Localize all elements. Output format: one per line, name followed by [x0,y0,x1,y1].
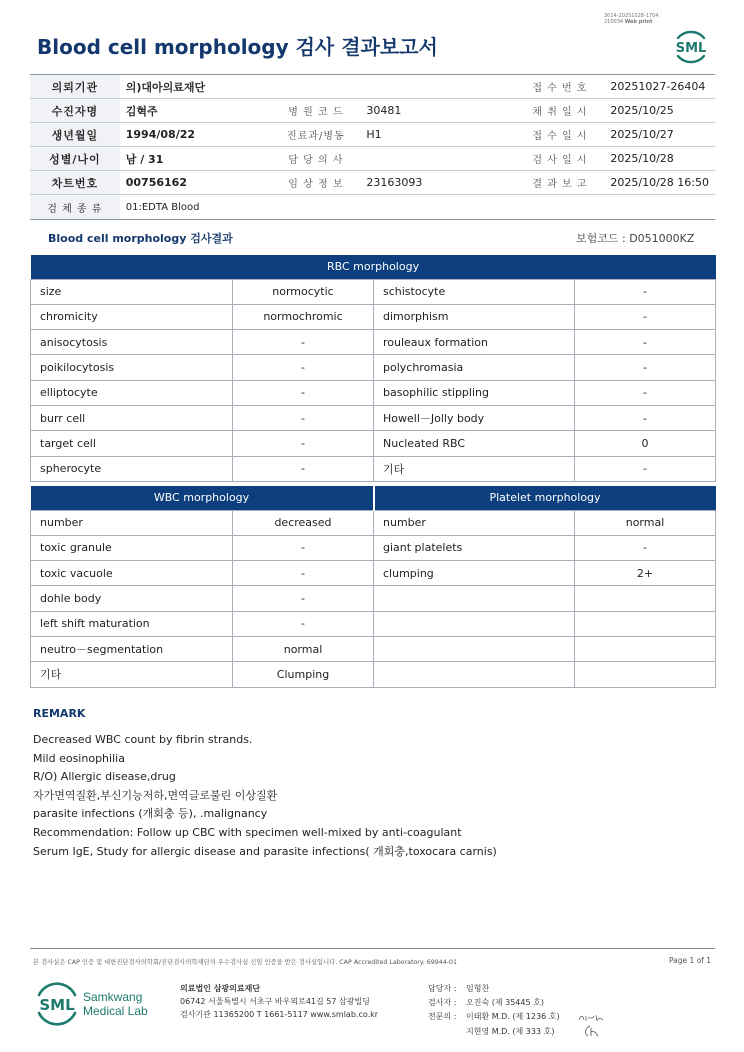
result-row [31,456,716,481]
staff-role [428,1025,466,1039]
accreditation-note: 본 검사실은 CAP 인증 및 대한진단검사의학회/진단검사의학재단의 우수검사실 신임 인증을 받은 검사실입니다. CAP Accredited Laboratory. 69944-01 [33,959,458,966]
staff-name: 임형찬 [466,984,490,993]
info-row [30,123,715,147]
info-row [30,171,715,195]
info-label: 진료과/병동 [271,123,360,147]
staff-name: 지현영 M.D. (제 333 호) [466,1026,555,1036]
result-item: left shift maturation [31,611,233,636]
staff-name: 오진숙 (제 35445 호) [466,998,544,1008]
result-row [31,330,716,355]
result-value: - [233,456,374,481]
section-title: Blood cell morphology 검사결과 [48,232,233,245]
samkwang-logo [36,980,156,1028]
result-value [575,586,716,611]
result-row [31,586,716,611]
info-label: 접 수 번 호 [516,75,605,99]
result-row [31,662,716,687]
info-row [30,99,715,123]
print-code-line-1: 3014-20251028-1704 [604,13,659,19]
result-value: normochromic [233,304,374,329]
info-value: 2025/10/28 16:50 [604,171,715,195]
info-label: 성별/나이 [30,147,120,171]
result-value [575,662,716,687]
info-value: 23163093 [360,171,515,195]
result-row [31,304,716,329]
org-name: 의료법인 삼광의료재단 [180,984,261,993]
footer-divider [30,948,715,949]
remark-line: Mild eosinophilia [33,751,125,765]
result-item [374,636,575,661]
info-row-specimen [30,195,715,220]
result-value: normal [233,636,374,661]
result-value: decreased [233,510,374,535]
sml-badge-text: SML [675,41,707,56]
remark-line: 자가면역질환,부신기능저하,면역글로불린 이상질환 [33,788,278,802]
result-item: spherocyte [31,456,233,481]
result-value: - [575,405,716,430]
result-item: chromicity [31,304,233,329]
rbc-morphology-table [30,255,716,482]
result-item: Howell－Jolly body [374,405,575,430]
result-value: - [233,431,374,456]
result-item: toxic granule [31,535,233,560]
result-value: - [575,456,716,481]
result-item: anisocytosis [31,330,233,355]
info-value: 1994/08/22 [120,123,272,147]
result-item: dohle body [31,586,233,611]
print-code-line-2: 210034 [604,19,624,26]
result-item: giant platelets [374,535,575,560]
result-item: rouleaux formation [374,330,575,355]
info-label: 수진자명 [30,99,120,123]
info-value: 남 / 31 [120,147,272,171]
info-label: 접 수 일 시 [516,123,605,147]
result-item: basophilic stippling [374,380,575,405]
info-row [30,147,715,171]
info-value: 20251027-26404 [604,75,715,99]
result-value: - [233,611,374,636]
info-label: 임 상 정 보 [271,171,360,195]
result-row [31,510,716,535]
result-value: - [575,330,716,355]
result-item: Nucleated RBC [374,431,575,456]
result-item: number [31,510,233,535]
result-row [31,279,716,304]
result-value: - [575,355,716,380]
result-item: elliptocyte [31,380,233,405]
remark-line: Decreased WBC count by fibrin strands. [33,733,253,746]
signature-2 [582,1024,600,1038]
staff-row [428,1010,560,1024]
result-item: size [31,279,233,304]
print-code [604,13,659,26]
remark-line: parasite infections (개회충 등), .malignancy [33,807,268,821]
result-value: - [233,330,374,355]
result-item: 기타 [374,456,575,481]
result-item: polychromasia [374,355,575,380]
info-label: 채 취 일 시 [516,99,605,123]
staff-role: 전문의 : [428,1012,457,1022]
logo-short-text: SML [39,996,75,1014]
staff-block [428,982,560,1039]
info-value [360,147,515,171]
staff-name: 이태환 M.D. (제 1236 호) [466,1012,560,1022]
wbc-platelet-table [30,486,716,688]
result-value: - [233,535,374,560]
result-value: - [575,535,716,560]
staff-role: 담당자 : [428,984,457,993]
result-row [31,636,716,661]
result-row [31,611,716,636]
info-label: 의뢰기관 [30,75,120,99]
result-item: target cell [31,431,233,456]
info-value: 2025/10/25 [604,99,715,123]
result-item: poikilocytosis [31,355,233,380]
remark-line: R/O) Allergic disease,drug [33,770,176,784]
staff-row [428,1025,560,1039]
specimen-value: 01:EDTA Blood [120,195,715,220]
web-print-label: Web print [624,19,653,26]
remark-line: Recommendation: Follow up CBC with specimen well-mixed by anti-coagulant [33,825,462,839]
remark-text [33,731,497,861]
info-value: 의)대아의료재단 [120,75,272,99]
info-label: 결 과 보 고 [516,171,605,195]
result-item: number [374,510,575,535]
info-value: 2025/10/27 [604,123,715,147]
result-value: - [233,380,374,405]
result-item: dimorphism [374,304,575,329]
result-item: clumping [374,561,575,586]
result-row [31,355,716,380]
page-number: Page 1 of 1 [669,956,712,965]
result-item: 기타 [31,662,233,687]
info-value [360,75,515,99]
info-value: 2025/10/28 [604,147,715,171]
info-row [30,75,715,99]
info-label: 병 원 코 드 [271,99,360,123]
result-row [31,380,716,405]
staff-row [428,982,560,996]
remark-title: REMARK [33,707,86,720]
result-value: - [233,561,374,586]
result-value: - [233,586,374,611]
rbc-header: RBC morphology [31,255,716,279]
org-address: 06742 서울특별시 서초구 바우뫼로41길 57 삼광빌딩 [180,997,370,1006]
result-value [575,636,716,661]
result-item: toxic vacuole [31,561,233,586]
result-value: - [575,380,716,405]
insurance-code: 보험코드 : D051000KZ [576,232,695,245]
remark-line: Serum IgE, Study for allergic disease and parasite infections( 개회충,toxocara carnis) [33,844,497,858]
logo-line-2: Medical Lab [83,1004,148,1018]
result-value: normocytic [233,279,374,304]
staff-role: 검사자 : [428,998,457,1008]
report-title: Blood cell morphology 검사 결과보고서 [37,35,438,59]
info-value: 00756162 [120,171,272,195]
result-row [31,431,716,456]
signature-1 [578,1013,604,1023]
patient-info-table [30,74,715,220]
result-item: schistocyte [374,279,575,304]
info-label [271,75,360,99]
info-label: 담 당 의 사 [271,147,360,171]
result-item: burr cell [31,405,233,430]
result-item: neutro－segmentation [31,636,233,661]
result-value: Clumping [233,662,374,687]
staff-row [428,996,560,1010]
result-row [31,535,716,560]
result-item [374,611,575,636]
info-value: 30481 [360,99,515,123]
result-value: - [233,405,374,430]
logo-line-1: Samkwang [83,990,143,1004]
result-value: - [575,304,716,329]
specimen-label: 검 체 종 류 [30,195,120,220]
result-row [31,405,716,430]
result-value: 0 [575,431,716,456]
result-value: normal [575,510,716,535]
lab-address-block [180,982,378,1021]
platelet-header: Platelet morphology [374,486,716,510]
info-value: 김혁주 [120,99,272,123]
sml-badge-icon [670,26,712,68]
result-value: - [233,355,374,380]
org-contact: 검사기관 11365200 T 1661-5117 www.smlab.co.kr [180,1010,379,1019]
result-value: - [575,279,716,304]
wbc-header: WBC morphology [31,486,374,510]
result-item [374,586,575,611]
info-label: 차트번호 [30,171,120,195]
info-label: 생년월일 [30,123,120,147]
result-value [575,611,716,636]
result-value: 2+ [575,561,716,586]
result-row [31,561,716,586]
info-label: 검 사 일 시 [516,147,605,171]
result-item [374,662,575,687]
info-value: H1 [360,123,515,147]
